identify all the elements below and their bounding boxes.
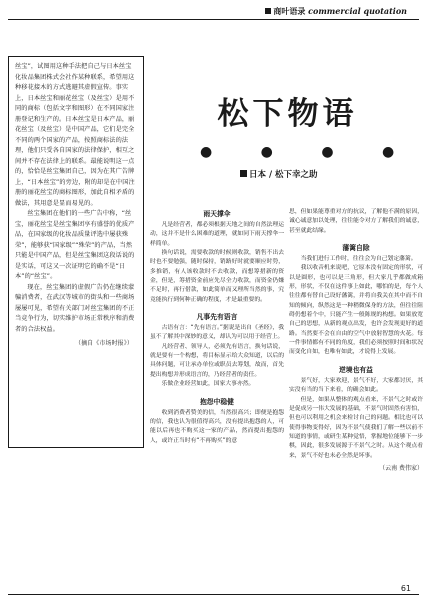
paragraph: 古语有言：“先有语言。”据说是出自《圣经》，我虽不了解其中深妙的意义，却认为可以用于经营上。 bbox=[150, 325, 284, 341]
section-heading: 逆境也有益 bbox=[339, 365, 373, 374]
header-cn: 商叶语录 bbox=[273, 7, 306, 16]
page-number: 61 bbox=[400, 584, 411, 593]
paragraph: 景气好，大家欢迎，景气不好，大家都讨厌，其实没有当的当下来看，的确会如此。 bbox=[289, 377, 423, 394]
paragraph: 收到消费者赞美的信，当然很高兴；即便是抱怨的信，我也认为很值得高兴，没有提出抱怨的人，可能以后再也不购买这一家的产品，然而提出抱怨的人，或许正当时有“不再购买”的意 bbox=[150, 409, 284, 444]
header-rule bbox=[8, 19, 419, 20]
paragraph: 乐做企业经营如此，国家大事亦然。 bbox=[161, 381, 255, 388]
header-en: commercial quotation bbox=[308, 6, 407, 16]
byline-text: 日本 / 松下幸之助 bbox=[249, 170, 318, 180]
section-heading: 藩篱自除 bbox=[342, 244, 370, 253]
footer-rule bbox=[8, 594, 419, 595]
paragraph: 当我们进行工作时，往往会为自己划定藩篱。 bbox=[300, 256, 417, 263]
sidebar-paragraph: 现在，丝宝集团的虚假广告仍在继续蒙骗消费者，在武汉等城市的街头和一些商场屡屡可见，希望有关部门对丝宝集团的不正当竞争行为，切实维护市场正常秩序和消费者的合法权益。 bbox=[15, 283, 135, 333]
paragraph: 但是，如果从整体的观点看来，不景气之时或许是促成另一伟大发展的基础，不景气时固然有害怕，但也可以利用之机会来检讨自己的问题。相比也可以使得事物变得好，因为不景气使我们了解一些以前不知道的事情，或研生某种觉悟，掌握地位能够下一步棋，因此，很多发展源于不景气之时。从这个观点看来，景气不好也未必全然是坏事。 bbox=[289, 396, 423, 459]
paragraph: 换句话说，需要收款的时候则收款，销售不出去时也不要勉强，随时保持，销路好时就要顺应时势，多推销，有人该收款时不去收款，而想筹措新的资金，但是，筹措资金前应先尽全力收款，而资金仍嫌不足时，再行借款，如此简单而又理所当然的事，究竟能执行到何种正确的程度，才是最重要的。 bbox=[150, 250, 284, 303]
section-heading: 抱怨中稳健 bbox=[200, 397, 234, 406]
section-heading: 凡事先有语言 bbox=[196, 313, 238, 322]
title-dots: ● ● ● ● bbox=[200, 144, 417, 160]
section-header bbox=[265, 6, 407, 17]
square-bullet-icon bbox=[265, 8, 271, 14]
article-credit: （云南 费伟家） bbox=[379, 464, 423, 472]
column-2 bbox=[289, 208, 423, 472]
article-title: 松下物语 bbox=[217, 96, 358, 132]
section-heading: 雨天撑伞 bbox=[203, 210, 231, 218]
paragraph: 凡是经营者，都必须根据天地之间的自然法理运动，这并不是什么困难的道理，就如同下雨天撑伞一样简单。 bbox=[150, 222, 284, 247]
column-1 bbox=[150, 208, 284, 446]
sidebar-paragraph: 丝宝”，试图用这种手法把自己与日本丝宝化妆品集团株式会社作某种联系，希望用这种移花接木的方式逃避其虚假宣传。事实上，日本丝宝和丽花丝宝（及丝宝）是用不同的商标（包括文字和图形）在不同国家注册登记和生产的。日本丝宝是日本产品，丽花丝宝（及丝宝）是中国产品，它们是完全不同的两个国家的产品，按照商标法的法理，他们只受各自国家的法律保护，相互之间并不存在法律上的联系。最能说明这一点的，恰恰是丝宝集团自己，因为在其广告牌上，“日本丝宝”的旁边，附的却是在中国注册的丽花丝宝的商标图形，加此自相矛盾的做法，其用意是显而易见的。 bbox=[15, 63, 135, 207]
square-bullet-icon bbox=[240, 170, 247, 177]
sidebar-box bbox=[8, 56, 144, 448]
sidebar-credit: （摘自《市场时报》） bbox=[74, 340, 133, 347]
byline bbox=[240, 168, 318, 180]
sidebar-paragraph: 丝宝集团在他们的一些广告中称，“丝宝，丽花丝宝是丝宝集团享有盛誉的优质产品，在国家级的化妆品质量评选中屡获殊荣”，能够获“国家级”“殊荣”的产品，当然只能是中国产品，但是丝宝集团这段话说的是实话，可这又一次证明它的确不是“日本”的“丝宝”。 bbox=[15, 210, 135, 280]
paragraph: 思，但如果能尊重对方的抗议，了解他不满的原因，诚心诚意加以处理，往往能令对方了解我们的诚意，甚至就此结缘。 bbox=[289, 209, 423, 234]
paragraph: 凡经营者、领导人，必须先有语言，换句话说，就是要有一个构想，将目标显示给大众知道，以后的具体问题，可让承办单位或职员去筹划，故而，首先提出构想并形成语言的，乃经营者的责任。 bbox=[150, 343, 284, 378]
paragraph: 我以收音机来说吧，它原本没有固定的形状，可以是圆形，也可以是三角形，但大家几乎都做成箱形，形状，不仅在这件事上如此，哪怕的是，每个人往往都有替自己设好藩篱，并将自我关在其中而不自知的倾向，纵然这是一种稍微保身的方法，但往往阻碍仍想着个中，只能产生一般陈规的构想。如果放宽自己的思想，从新的观点出发，也许会发现更好的道路。当然要不会在自由的空气中放射智慧的火花。每一件事情都有不同的角度，我们必须按照时间和状况而变化自如，也唯有如此，才说得上发展。 bbox=[289, 265, 423, 356]
